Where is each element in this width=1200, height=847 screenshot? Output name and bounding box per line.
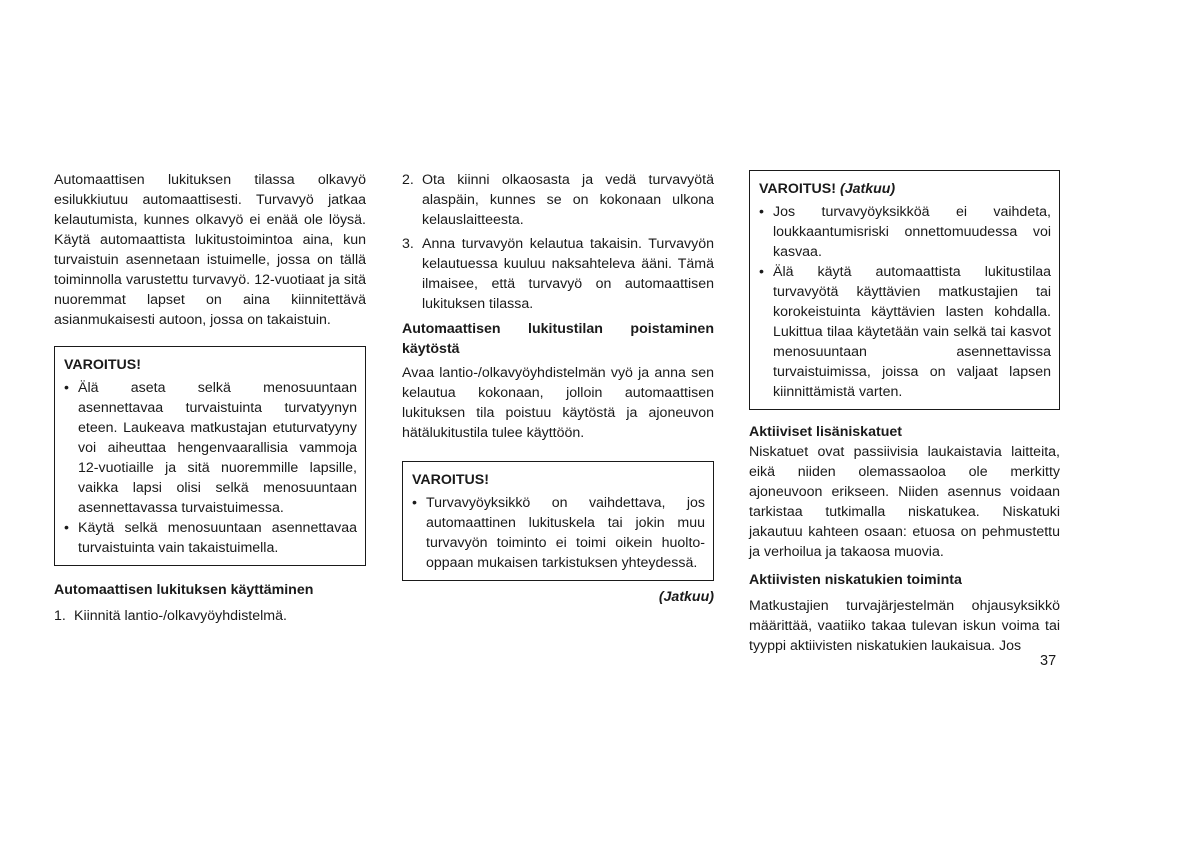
column-3 xyxy=(749,170,1060,656)
steps-list xyxy=(54,606,366,626)
step-text: Ota kiinni olkaosasta ja vedä turvavyötä alaspäin, kunnes se on kokonaan ulkona kelauslaitteesta. xyxy=(422,172,714,228)
warning-item: • Älä aseta selkä menosuuntaan asennettavaa turvaistuinta turvatyynyn eteen. Laukeava matkustajan etuturvatyyny voi aiheuttaa hengenvaarallisia vammoja 12-vuotiaille ja sitä nuoremmille lapsille, vaikka lapsi olisi selkä menosuuntaan asennettavassa turvaistuimessa. xyxy=(64,378,357,518)
step-number: 2. xyxy=(402,172,414,188)
continued-label: (Jatkuu) xyxy=(658,589,714,605)
step-number: 1. xyxy=(54,608,66,624)
warning-title: VAROITUS! xyxy=(64,357,141,373)
warning-continued: (Jatkuu) xyxy=(839,181,896,197)
warning-box-1 xyxy=(54,346,366,566)
step-item xyxy=(54,606,366,626)
step-number: 3. xyxy=(402,236,414,252)
warning-item: • Älä käytä automaattista lukitustilaa turvavyötä käyttävien matkustajien tai korokeistuinta käyttävien lasten kohdalla. Lukittua tilaa käytetään vain selkä tai kasvot menosuuntaan asennettavissa turvaistuimissa, joissa on valjaat lapsen kiinnittämistä varten. xyxy=(759,262,1051,402)
warning-title: VAROITUS! xyxy=(412,472,489,488)
warning-box-3 xyxy=(749,170,1060,410)
warning-item: • Turvavyöyksikkö on vaihdettava, jos automaattinen lukituskela tai jokin muu turvavyön toiminto ei toimi oikein huolto-oppaan mukaisen tarkistuksen yhteydessä. xyxy=(412,493,705,573)
warning-list xyxy=(759,202,1051,402)
column-2 xyxy=(402,170,714,607)
warning-title xyxy=(759,179,1051,199)
section-heading: Automaattisen lukitustilan poistaminen käytöstä xyxy=(402,321,714,357)
column-1 xyxy=(54,170,366,626)
page-number: 37 xyxy=(1040,653,1057,669)
warning-list xyxy=(412,493,705,573)
step-item xyxy=(402,170,714,230)
steps-list xyxy=(402,170,714,314)
warning-item: • Jos turvavyöyksikköä ei vaihdeta, loukkaantumisriski onnettomuudessa voi kasvaa. xyxy=(759,202,1051,262)
step-text: Kiinnitä lantio-/olkavyöyhdistelmä. xyxy=(74,608,287,624)
section-heading: Aktiivisten niskatukien toiminta xyxy=(749,572,962,588)
intro-paragraph: Automaattisen lukituksen tilassa olkavyö esilukkiutuu automaattisesti. Turvavyö jatkaa kelautumista, kunnes olkavyö ei enää ole löysä. Käytä automaattista lukitustoimintoa aina, kun turvaistuin asennetaan istuimelle, jossa on tällä toiminnolla varustettu turvavyö. 12-vuotiaat ja sitä nuoremmat lapset on aina kiinnitettävä asianmukaisesti autoon, jossa on takaistuin. xyxy=(54,172,366,328)
body-paragraph: Matkustajien turvajärjestelmän ohjausyksikkö määrittää, vaatiiko takaa tulevan iskun voima tai tyyppi aktiivisten niskatukien laukaisua. Jos xyxy=(749,598,1060,654)
step-item xyxy=(402,234,714,314)
warning-list xyxy=(64,378,357,558)
step-text: Anna turvavyön kelautua takaisin. Turvavyön kelautuessa kuuluu naksahteleva ääni. Tämä ilmaisee, että turvavyö on automaattisen lukituksen tilassa. xyxy=(422,236,714,312)
body-paragraph: Avaa lantio-/olkavyöyhdistelmän vyö ja anna sen kelautua kokonaan, jolloin automaattisen lukituksen tila poistuu käytöstä ja ajoneuvon hätälukitustila tulee käyttöön. xyxy=(402,365,714,441)
warning-box-2 xyxy=(402,461,714,581)
section-heading: Aktiiviset lisäniskatuet xyxy=(749,424,902,440)
warning-title-text: VAROITUS! xyxy=(759,181,836,197)
section-heading: Automaattisen lukituksen käyttäminen xyxy=(54,582,314,598)
body-paragraph: Niskatuet ovat passiivisia laukaistavia laitteita, eikä niiden olemassaoloa ole merkitty ajoneuvoon erikseen. Niiden asennus voidaan tarkistaa tutkimalla niskatukea. Niskatuki jakautuu kahteen osaan: etuosa on pehmustettu ja verhoilua ja takaosa muovia. xyxy=(749,444,1060,560)
warning-item: • Käytä selkä menosuuntaan asennettavaa turvaistuinta vain takaistuimella. xyxy=(64,518,357,558)
